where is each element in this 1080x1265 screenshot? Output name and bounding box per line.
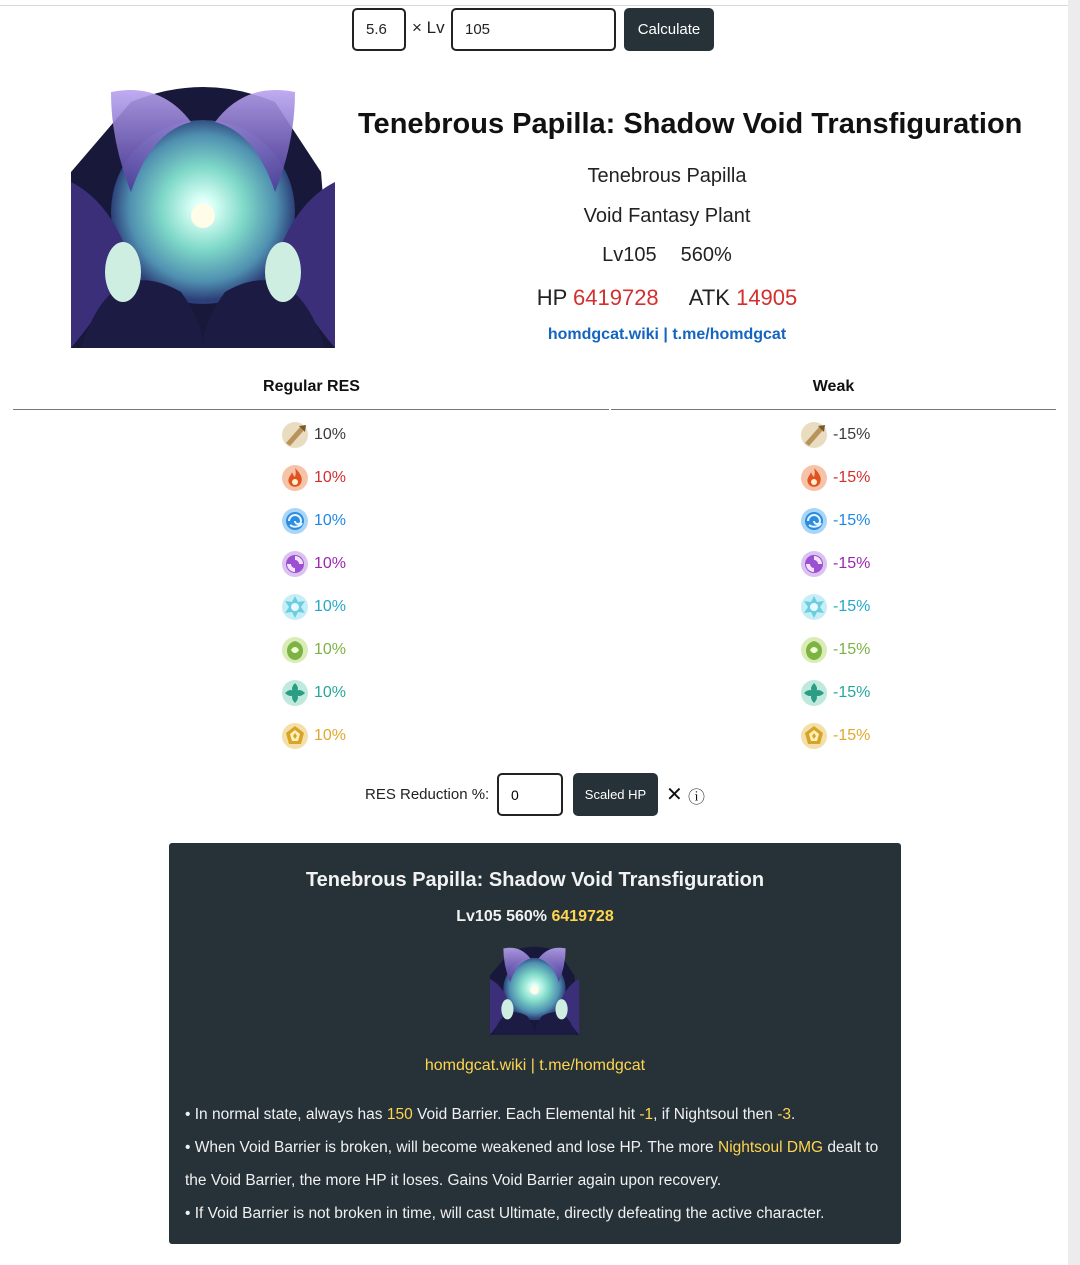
hydro-icon — [800, 507, 828, 535]
regular-res-row-geo — [281, 721, 346, 751]
atk-value: 14905 — [736, 285, 798, 310]
cryo-icon — [281, 593, 309, 621]
description-line-3: • If Void Barrier is not broken in time, will cast Ultimate, directly defeating the active character. — [185, 1205, 825, 1222]
anemo-icon — [281, 679, 309, 707]
dendro-icon — [800, 636, 828, 664]
hp-value: 6419728 — [573, 285, 659, 310]
description-line-2: • When Void Barrier is broken, will become weakened and lose HP. The more Nightsoul DMG dealt to the Void Barrier, the more HP it loses. Gains Void Barrier again upon recovery. — [185, 1139, 879, 1189]
weak-res-row-geo — [800, 721, 870, 751]
hydro-icon — [281, 507, 309, 535]
geo-icon — [281, 722, 309, 750]
card-title: Tenebrous Papilla: Shadow Void Transfiguration — [305, 869, 765, 891]
regular-res-value: 10% — [314, 512, 347, 529]
multiplier-input[interactable] — [352, 8, 406, 51]
scaled-hp-button[interactable]: Scaled HP — [573, 773, 658, 816]
electro-icon — [281, 550, 309, 578]
regular-res-divider — [13, 409, 609, 410]
hp-label: HP — [536, 285, 567, 310]
geo-icon — [800, 722, 828, 750]
weak-res-row-anemo — [800, 678, 870, 708]
enemy-percent: 560% — [680, 244, 732, 266]
regular-res-value: 10% — [314, 727, 347, 744]
electro-icon — [800, 550, 828, 578]
weak-header: Weak — [812, 378, 855, 395]
scrollbar[interactable] — [1068, 0, 1080, 1265]
regular-res-row-dendro — [281, 635, 346, 665]
card-level-percent: Lv105 560% — [456, 908, 547, 925]
physical-icon — [800, 421, 828, 449]
regular-res-header: Regular RES — [263, 378, 360, 395]
weak-res-row-hydro — [800, 506, 870, 536]
top-divider — [0, 5, 1068, 6]
atk-label: ATK — [688, 285, 730, 310]
regular-res-row-pyro — [281, 463, 346, 493]
enemy-level: Lv105 — [602, 244, 657, 266]
card-site-link[interactable]: homdgcat.wiki | t.me/homdgcat — [424, 1057, 646, 1074]
calculate-button[interactable]: Calculate — [624, 8, 714, 51]
regular-res-row-physical — [281, 420, 346, 450]
times-level-label: × Lv — [412, 18, 445, 37]
weak-res-value: -15% — [833, 727, 871, 744]
site-link[interactable]: homdgcat.wiki | t.me/homdgcat — [547, 326, 787, 343]
regular-res-value: 10% — [314, 426, 347, 443]
weak-divider — [611, 409, 1056, 410]
weak-res-value: -15% — [833, 598, 871, 615]
regular-res-value: 10% — [314, 684, 347, 701]
weak-res-value: -15% — [833, 641, 871, 658]
description-line-1: • In normal state, always has 150 Void Barrier. Each Elemental hit -1, if Nightsoul then -3. — [185, 1106, 796, 1123]
cryo-icon — [800, 593, 828, 621]
weak-res-value: -15% — [833, 684, 871, 701]
physical-icon — [281, 421, 309, 449]
res-reduction-label: RES Reduction %: — [365, 786, 490, 803]
enemy-level-line — [358, 244, 976, 267]
weak-res-row-pyro — [800, 463, 870, 493]
regular-res-value: 10% — [314, 469, 347, 486]
weak-res-value: -15% — [833, 512, 871, 529]
regular-res-row-cryo — [281, 592, 346, 622]
weak-res-row-cryo — [800, 592, 870, 622]
enemy-name: Tenebrous Papilla — [587, 165, 747, 187]
card-hp: 6419728 — [551, 908, 614, 925]
summary-card — [169, 843, 901, 1244]
regular-res-row-hydro — [281, 506, 346, 536]
enemy-stats — [358, 285, 976, 311]
regular-res-value: 10% — [314, 641, 347, 658]
weak-res-value: -15% — [833, 469, 871, 486]
close-icon[interactable]: ✕ — [666, 784, 683, 806]
res-reduction-input[interactable] — [497, 773, 563, 816]
regular-res-row-anemo — [281, 678, 346, 708]
weak-res-value: -15% — [833, 426, 871, 443]
weak-res-row-electro — [800, 549, 870, 579]
dendro-icon — [281, 636, 309, 664]
regular-res-value: 10% — [314, 598, 347, 615]
card-subtitle — [169, 908, 901, 926]
weak-res-row-dendro — [800, 635, 870, 665]
enemy-portrait — [71, 82, 335, 348]
enemy-title: Tenebrous Papilla: Shadow Void Transfiguration — [358, 108, 1023, 140]
enemy-type: Void Fantasy Plant — [583, 205, 751, 227]
regular-res-value: 10% — [314, 555, 347, 572]
regular-res-row-electro — [281, 549, 346, 579]
pyro-icon — [800, 464, 828, 492]
pyro-icon — [281, 464, 309, 492]
info-icon[interactable]: ⓘ — [688, 788, 705, 807]
level-input[interactable] — [451, 8, 616, 51]
card-enemy-portrait — [489, 945, 580, 1035]
weak-res-value: -15% — [833, 555, 871, 572]
card-description — [185, 1098, 889, 1230]
weak-res-row-physical — [800, 420, 870, 450]
anemo-icon — [800, 679, 828, 707]
